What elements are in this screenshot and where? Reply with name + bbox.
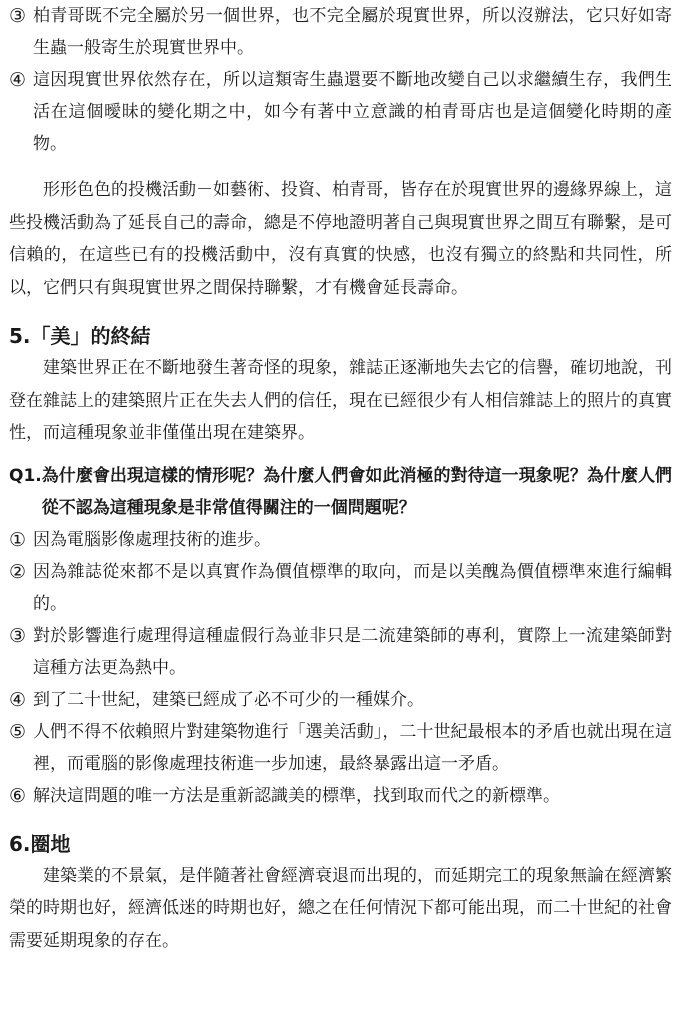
section-heading: 6.圈地 xyxy=(9,831,71,856)
list-item xyxy=(9,620,672,684)
list-item xyxy=(9,556,672,620)
list-item-text: 柏青哥既不完全屬於另一個世界，也不完全屬於現實世界，所以沒辦法，它只好如寄生蟲一般寄生於現實世界中。 xyxy=(33,6,672,58)
list-marker: ③ xyxy=(9,5,27,27)
list-item xyxy=(9,684,672,716)
list-item-text: 人們不得不依賴照片對建築物進行「選美活動」，二十世紀最根本的矛盾也就出現在這裡，而電腦的影像處理技術進一步加速，最終暴露出這一矛盾。 xyxy=(33,721,672,774)
question xyxy=(9,460,672,524)
list-item xyxy=(9,716,672,780)
list-item xyxy=(9,780,672,812)
list-item-text: 這因現實世界依然存在，所以這類寄生蟲還要不斷地改變自己以求繼續生存，我們生活在這個曖昧的變化期之中，如今有著中立意識的柏青哥店也是這個變化時期的產物。 xyxy=(33,70,672,154)
list-item xyxy=(9,524,672,556)
list-marker: ⑥ xyxy=(9,784,27,807)
question-text: 為什麼會出現這樣的情形呢？為什麼人們會如此消極的對待這一現象呢？為什麼人們從不認為這種現象是非常值得關注的一個問題呢？ xyxy=(41,465,672,518)
body-paragraph: 建築世界正在不斷地發生著奇怪的現象，雜誌正逐漸地失去它的信譽，確切地說，刊登在雜誌上的建築照片正在失去人們的信任，現在已經很少有人相信雜誌上的照片的真實性，而這種現象並非僅僅出現在建築界。 xyxy=(9,358,672,443)
list-marker: ④ xyxy=(9,69,27,91)
list-item xyxy=(9,0,672,64)
list-item-text: 因為電腦影像處理技術的進步。 xyxy=(33,529,271,550)
list-item xyxy=(9,64,672,160)
list-item-text: 對於影響進行處理得這種虛假行為並非只是二流建築師的專利，實際上一流建築師對這種方法更為熱中。 xyxy=(33,625,672,678)
list-item-text: 到了二十世紀，建築已經成了必不可少的一種媒介。 xyxy=(33,689,424,710)
body-paragraph: 建築業的不景氣，是伴隨著社會經濟衰退而出現的，而延期完工的現象無論在經濟繁榮的時期也好，經濟低迷的時期也好，總之在任何情況下都可能出現，而二十世紀的社會需要延期現象的存在。 xyxy=(9,865,672,951)
list-item-text: 解決這問題的唯一方法是重新認識美的標準，找到取而代之的新標準。 xyxy=(33,785,560,806)
list-item-text: 因為雜誌從來都不是以真實作為價值標準的取向，而是以美醜為價值標準來進行編輯的。 xyxy=(33,561,672,614)
list-marker: ③ xyxy=(9,624,27,647)
list-marker: ⑤ xyxy=(9,720,27,743)
list-marker: ② xyxy=(9,560,27,583)
question-label: Q1. xyxy=(9,465,42,486)
list-marker: ④ xyxy=(9,688,27,711)
list-marker: ① xyxy=(9,528,27,551)
body-paragraph: 形形色色的投機活動－如藝術、投資、柏青哥，皆存在於現實世界的邊緣界線上，這些投機活動為了延長自己的壽命，總是不停地證明著自己與現實世界之間互有聯繫，是可信賴的，在這些已有的投機活動中，沒有真實的快感，也沒有獨立的終點和共同性，所以，它們只有與現實世界之間保持聯繫，才有機會延長壽命。 xyxy=(9,180,672,298)
section-heading: 5.「美」的終結 xyxy=(9,324,151,348)
